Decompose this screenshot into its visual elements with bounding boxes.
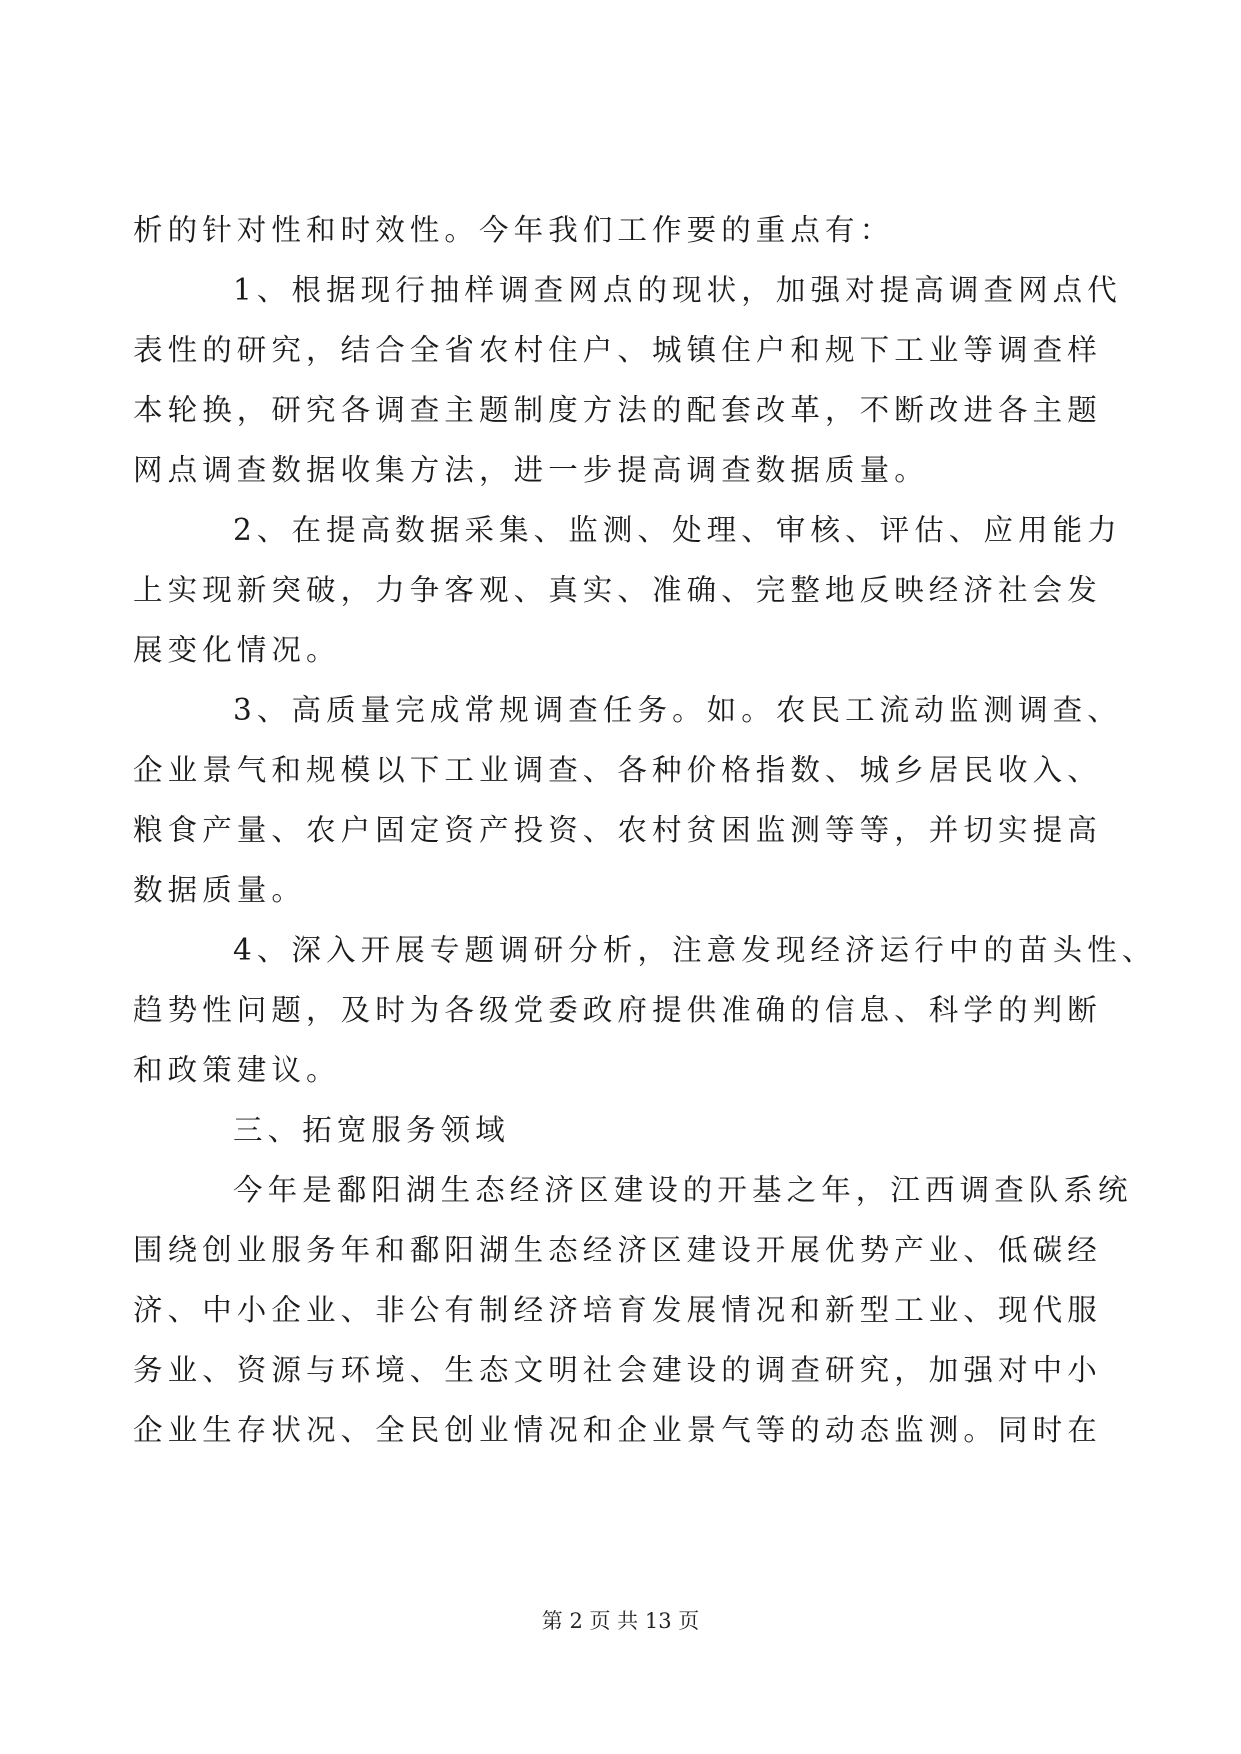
text-line: 济、中小企业、非公有制经济培育发展情况和新型工业、现代服: [133, 1293, 1102, 1327]
text-line: 本轮换，研究各调查主题制度方法的配套改革，不断改进各主题: [133, 393, 1102, 427]
text-line: 展变化情况。: [133, 633, 341, 667]
text-line: 网点调查数据收集方法，进一步提高调查数据质量。: [133, 453, 929, 487]
section-heading: 三、拓宽服务领域: [233, 1113, 510, 1147]
text-line: 企业生存状况、全民创业情况和企业景气等的动态监测。同时在: [133, 1413, 1102, 1447]
text-line: 4、深入开展专题调研分析，注意发现经济运行中的苗头性、: [233, 933, 1157, 967]
text-line: 2、在提高数据采集、监测、处理、审核、评估、应用能力: [233, 513, 1122, 547]
text-line: 数据质量。: [133, 873, 307, 907]
text-line: 1、根据现行抽样调查网点的现状，加强对提高调查网点代: [233, 273, 1122, 307]
text-line: 今年是鄱阳湖生态经济区建设的开基之年，江西调查队系统: [233, 1173, 1133, 1207]
text-line: 务业、资源与环境、生态文明社会建设的调查研究，加强对中小: [133, 1353, 1102, 1387]
page-number-footer: 第 2 页 共 13 页: [541, 1609, 700, 1633]
text-line: 析的针对性和时效性。今年我们工作要的重点有：: [133, 213, 895, 247]
text-line: 围绕创业服务年和鄱阳湖生态经济区建设开展优势产业、低碳经: [133, 1233, 1102, 1267]
text-line: 3、高质量完成常规调查任务。如。农民工流动监测调查、: [233, 693, 1122, 727]
text-line: 粮食产量、农户固定资产投资、农村贫困监测等等，并切实提高: [133, 813, 1102, 847]
text-line: 企业景气和规模以下工业调查、各种价格指数、城乡居民收入、: [133, 753, 1102, 787]
text-line: 表性的研究，结合全省农村住户、城镇住户和规下工业等调查样: [133, 333, 1102, 367]
text-line: 趋势性问题，及时为各级党委政府提供准确的信息、科学的判断: [133, 993, 1102, 1027]
text-line: 上实现新突破，力争客观、真实、准确、完整地反映经济社会发: [133, 573, 1102, 607]
text-line: 和政策建议。: [133, 1053, 341, 1087]
